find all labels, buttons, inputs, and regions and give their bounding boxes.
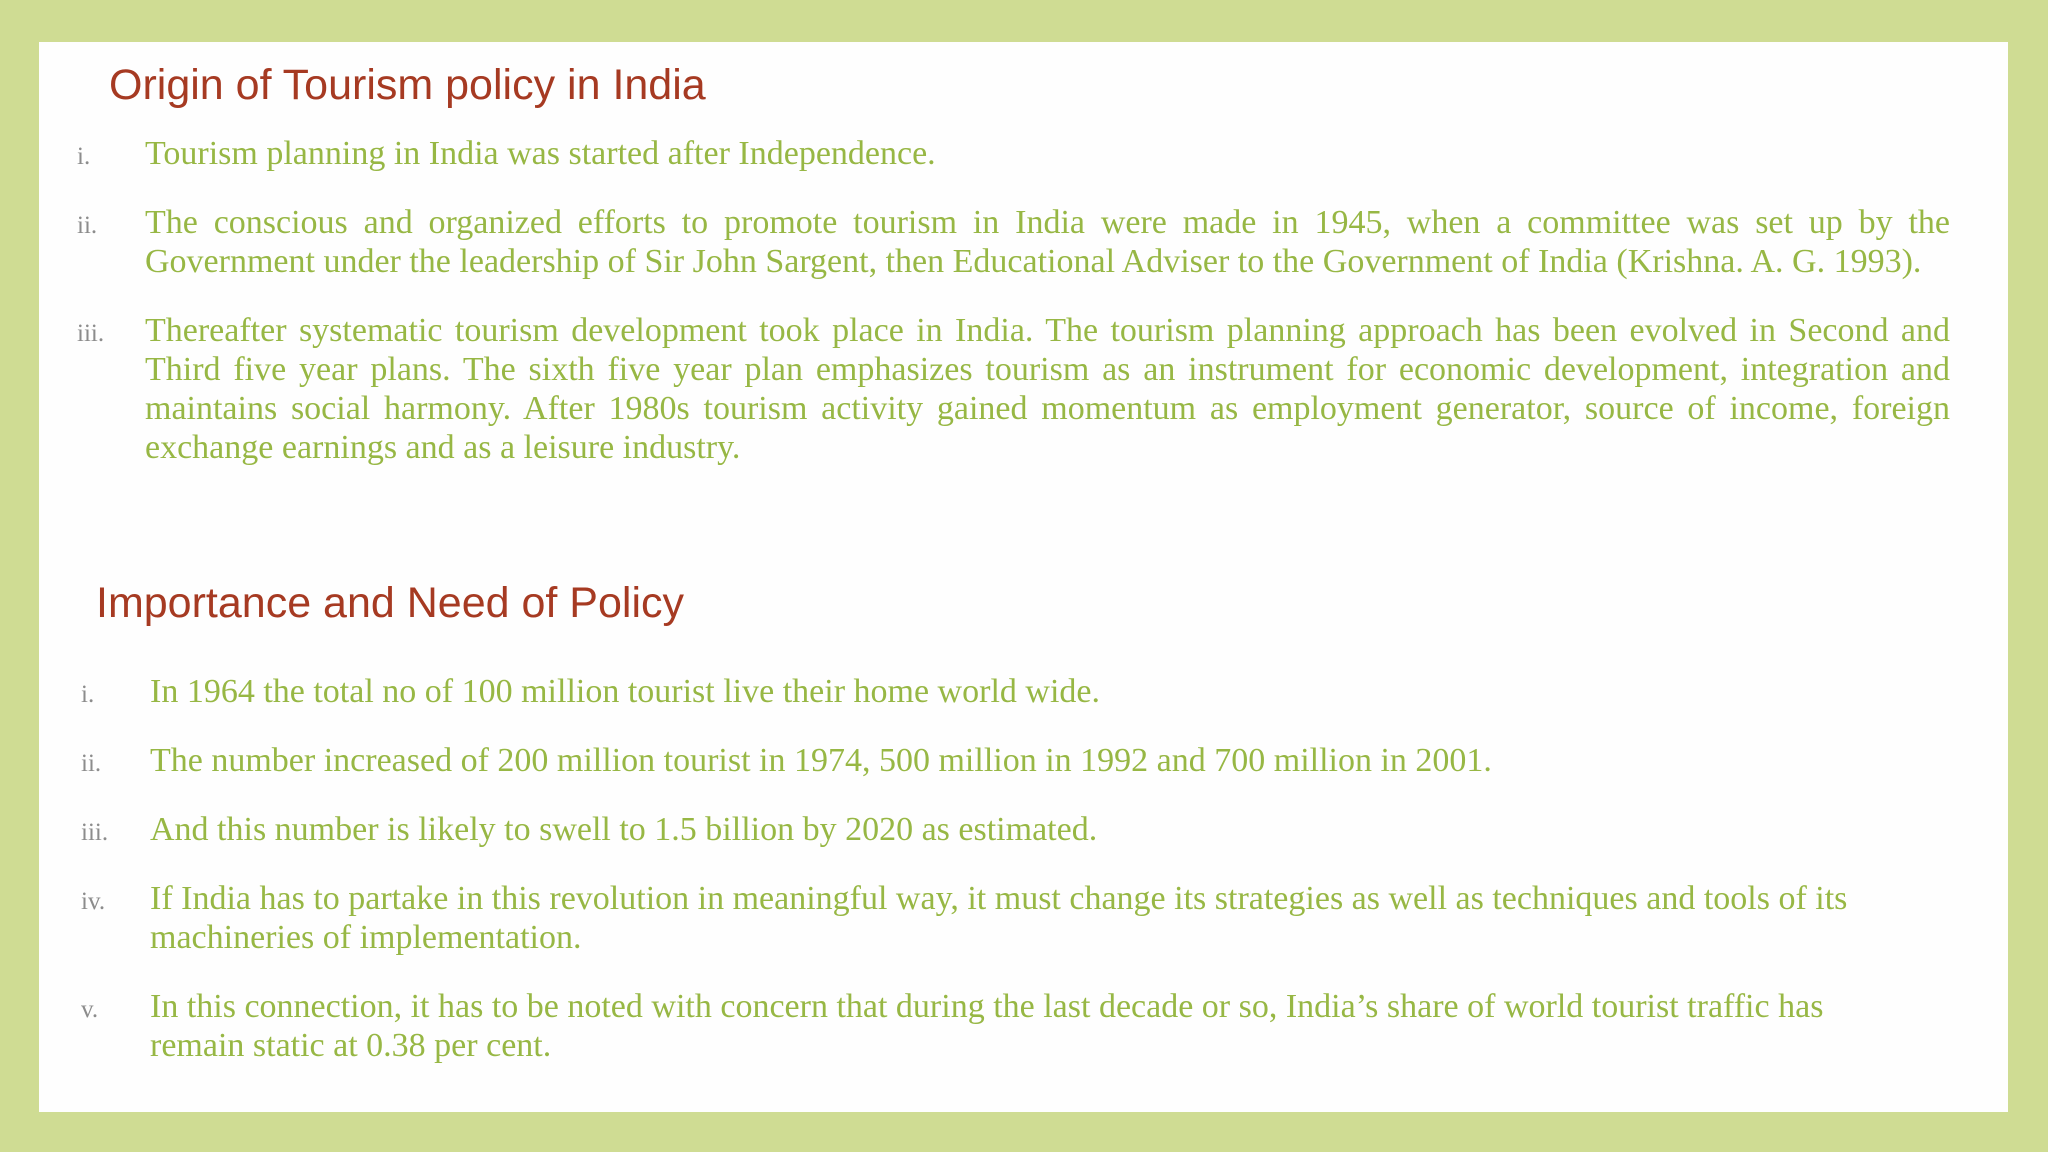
list-item-text: And this number is likely to swell to 1.5 billion by 2020 as estimated. — [150, 811, 1098, 848]
list-item-text: In this connection, it has to be noted with concern that during the last decade or so, India’s share of world tourist traffic has remain static at 0.38 per cent. — [150, 988, 1824, 1064]
list-marker: i. — [77, 143, 91, 170]
slide — [39, 42, 2008, 1112]
list-marker: ii. — [81, 750, 102, 777]
list-item — [77, 134, 1950, 173]
list-item — [81, 672, 1921, 711]
origin-list — [77, 134, 1950, 497]
list-item-text: In 1964 the total no of 100 million tourist live their home world wide. — [150, 673, 1100, 710]
list-item — [77, 203, 1950, 281]
list-item — [77, 311, 1950, 467]
list-marker: iii. — [77, 320, 105, 347]
list-marker: i. — [81, 681, 95, 708]
list-item — [81, 741, 1921, 780]
list-item-text: Tourism planning in India was started after Independence. — [145, 135, 936, 172]
list-marker: iv. — [81, 888, 106, 915]
section-title-origin: Origin of Tourism policy in India — [109, 61, 706, 109]
list-marker: ii. — [77, 212, 98, 239]
list-item — [81, 987, 1921, 1065]
importance-list — [81, 672, 1921, 1095]
list-item — [81, 879, 1921, 957]
section-title-importance: Importance and Need of Policy — [96, 579, 684, 627]
list-item-text: The number increased of 200 million tourist in 1974, 500 million in 1992 and 700 million in 2001. — [150, 742, 1492, 779]
list-item — [81, 810, 1921, 849]
list-item-text: If India has to partake in this revolution in meaningful way, it must change its strategies as well as techniques and tools of its machineries of implementation. — [150, 880, 1848, 956]
list-marker: v. — [81, 996, 99, 1023]
list-item-text: The conscious and organized efforts to promote tourism in India were made in 1945, when a committee was set up by the Government under the leadership of Sir John Sargent, then Educational Adviser to the Government of India (Krishna. A. G. 1993). — [145, 204, 1950, 280]
list-item-text: Thereafter systematic tourism development took place in India. The tourism planning approach has been evolved in Second and Third five year plans. The sixth five year plan emphasizes tourism as an instrument for economic development, integration and maintains social harmony. After 1980s tourism activity gained momentum as employment generator, source of income, foreign exchange earnings and as a leisure industry. — [145, 312, 1950, 466]
list-marker: iii. — [81, 819, 109, 846]
